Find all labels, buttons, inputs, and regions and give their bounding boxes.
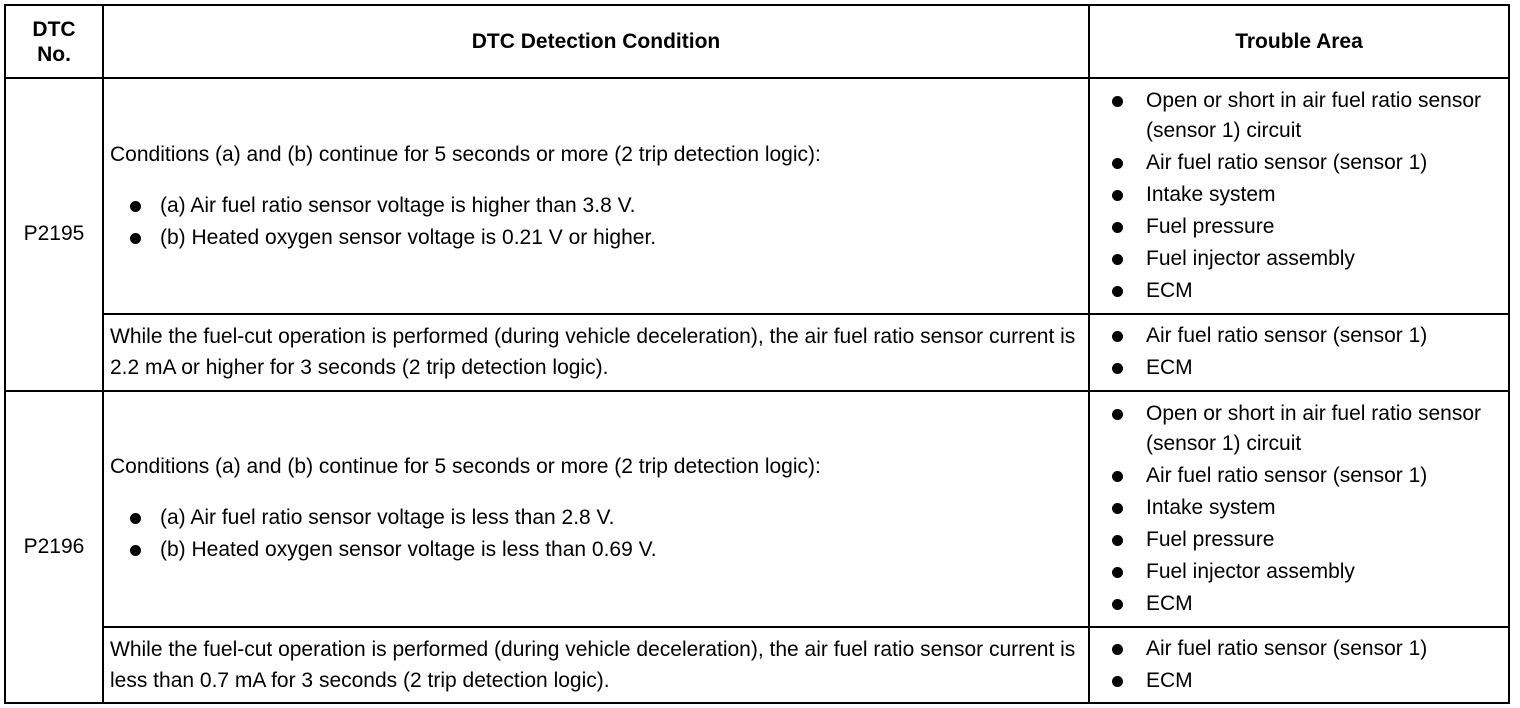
trouble-area — [1089, 391, 1509, 627]
detection-condition — [103, 78, 1089, 314]
condition-intro: Conditions (a) and (b) continue for 5 seconds or more (2 trip detection logic): — [110, 455, 821, 479]
list-item: ECM — [1090, 276, 1508, 306]
list-item: (a) Air fuel ratio sensor voltage is less than 2.8 V. — [110, 502, 1088, 534]
trouble-list — [1090, 321, 1508, 383]
header-condition: DTC Detection Condition — [103, 5, 1089, 78]
condition-list — [110, 502, 1088, 566]
dtc-table — [4, 4, 1510, 704]
dtc-code: P2196 — [5, 391, 103, 703]
detection-condition — [103, 391, 1089, 627]
list-item: Air fuel ratio sensor (sensor 1) — [1090, 461, 1508, 491]
header-dtc-no: DTC No. — [5, 5, 103, 78]
trouble-area — [1089, 627, 1509, 703]
list-item: Air fuel ratio sensor (sensor 1) — [1090, 321, 1508, 351]
table-row — [5, 391, 1509, 627]
list-item: (b) Heated oxygen sensor voltage is less than 0.69 V. — [110, 534, 1088, 566]
list-item: ECM — [1090, 353, 1508, 383]
dtc-code: P2195 — [5, 78, 103, 390]
trouble-list — [1090, 634, 1508, 696]
list-item: (a) Air fuel ratio sensor voltage is higher than 3.8 V. — [110, 190, 1088, 222]
list-item: Open or short in air fuel ratio sensor (sensor 1) circuit — [1090, 399, 1508, 459]
table-row — [5, 314, 1509, 390]
list-item: Intake system — [1090, 493, 1508, 523]
trouble-area — [1089, 314, 1509, 390]
list-item: Air fuel ratio sensor (sensor 1) — [1090, 634, 1508, 664]
table-row — [5, 78, 1509, 314]
condition-intro: Conditions (a) and (b) continue for 5 seconds or more (2 trip detection logic): — [110, 142, 821, 166]
detection-condition: While the fuel-cut operation is performed (during vehicle deceleration), the air fuel ratio sensor current is 2.2 mA or higher for 3 seconds (2 trip detection logic). — [103, 314, 1089, 390]
condition-list — [110, 190, 1088, 254]
list-item: ECM — [1090, 666, 1508, 696]
detection-condition: While the fuel-cut operation is performed (during vehicle deceleration), the air fuel ratio sensor current is less than 0.7 mA for 3 seconds (2 trip detection logic). — [103, 627, 1089, 703]
list-item: Fuel pressure — [1090, 525, 1508, 555]
header-trouble-area: Trouble Area — [1089, 5, 1509, 78]
table-header-row — [5, 5, 1509, 78]
list-item: (b) Heated oxygen sensor voltage is 0.21 V or higher. — [110, 222, 1088, 254]
list-item: Open or short in air fuel ratio sensor (sensor 1) circuit — [1090, 86, 1508, 146]
list-item: Intake system — [1090, 180, 1508, 210]
trouble-list — [1090, 399, 1508, 619]
list-item: Fuel injector assembly — [1090, 557, 1508, 587]
list-item: Air fuel ratio sensor (sensor 1) — [1090, 148, 1508, 178]
list-item: Fuel injector assembly — [1090, 244, 1508, 274]
list-item: Fuel pressure — [1090, 212, 1508, 242]
list-item: ECM — [1090, 589, 1508, 619]
trouble-list — [1090, 86, 1508, 306]
trouble-area — [1089, 78, 1509, 314]
table-row — [5, 627, 1509, 703]
